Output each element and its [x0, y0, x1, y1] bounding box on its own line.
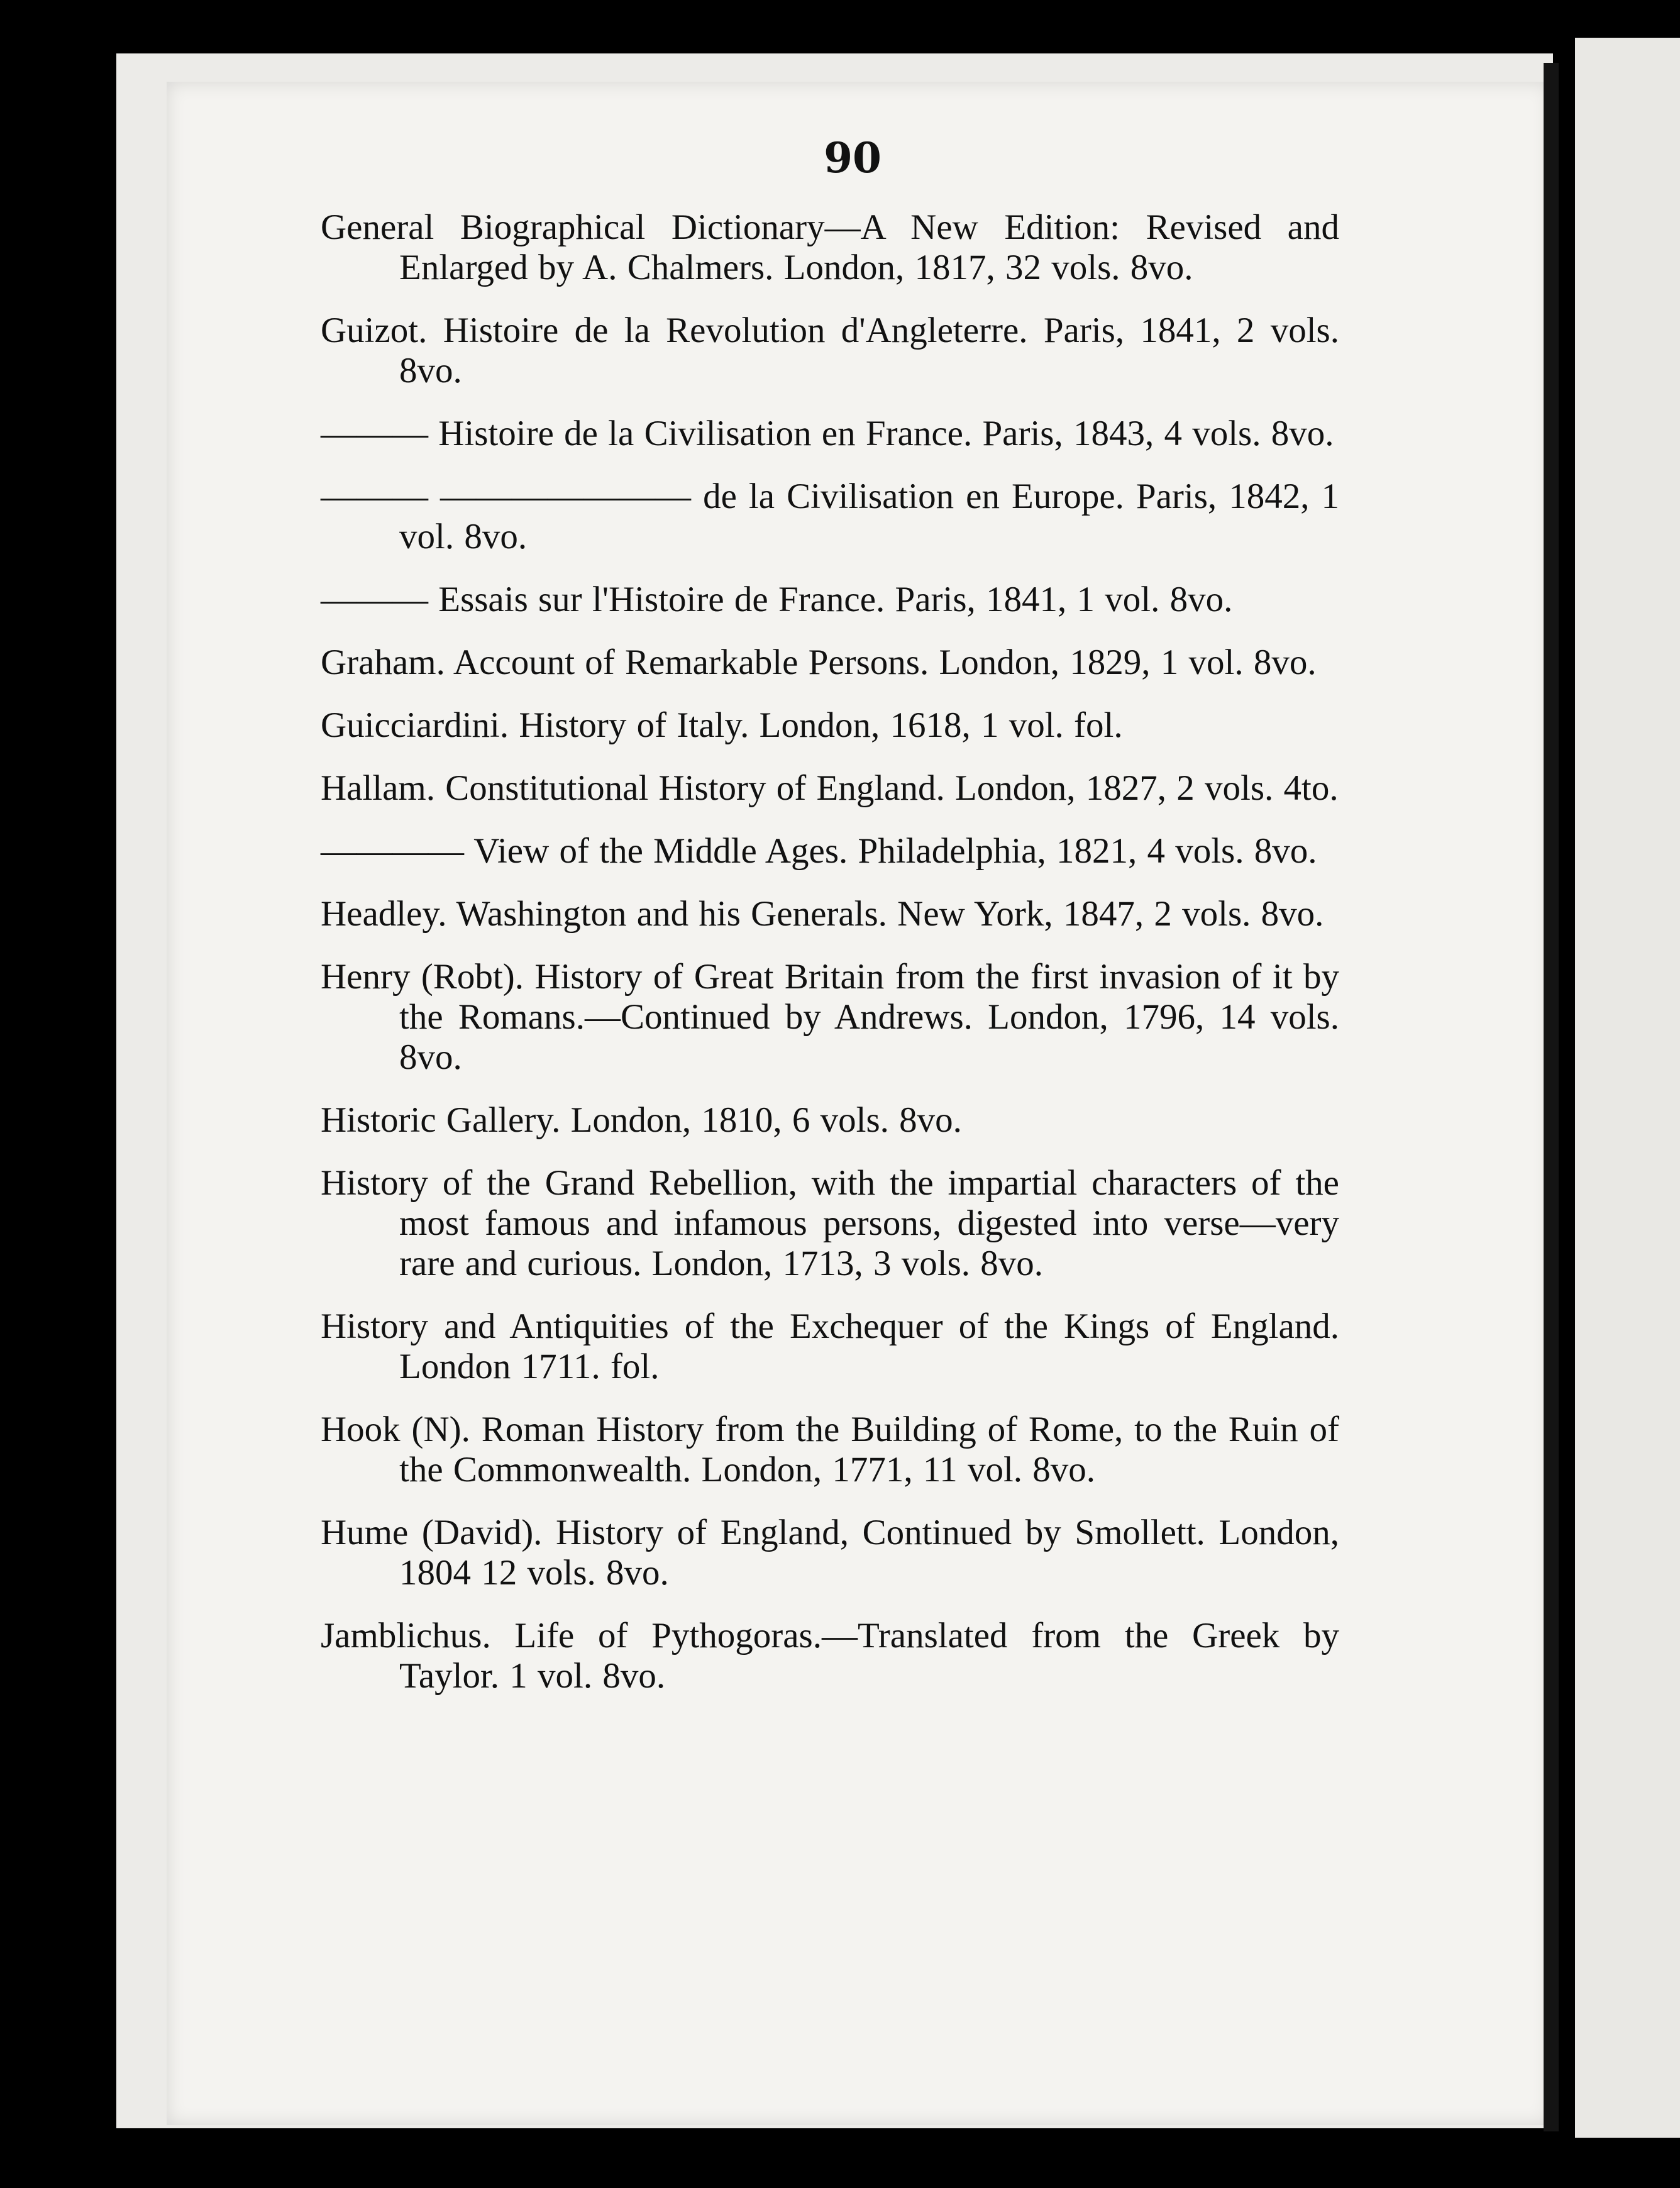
binding-spine [1544, 63, 1559, 2131]
bibliography-entry: ——— Essais sur l'Histoire de France. Paris, 1841, 1 vol. 8vo. [321, 580, 1233, 619]
bibliography-entry: Guicciardini. History of Italy. London, 1618, 1 vol. fol. [321, 705, 1123, 745]
bibliography-entry: Hook (N). Roman History from the Building of Rome, to the Ruin of the Commonwealth. London, 1771, 11 vol. 8vo. [321, 1410, 1339, 1489]
bibliography-entry: Hallam. Constitutional History of England. London, 1827, 2 vols. 4to. [321, 768, 1339, 808]
bibliography-list [321, 207, 1339, 1719]
bibliography-entry: Historic Gallery. London, 1810, 6 vols. 8vo. [321, 1100, 962, 1140]
facing-page-edge [1575, 38, 1680, 2138]
bibliography-entry: Jamblichus. Life of Pythogoras.—Translated from the Greek by Taylor. 1 vol. 8vo. [321, 1616, 1339, 1696]
bibliography-entry: ——— ——————— de la Civilisation en Europe. Paris, 1842, 1 vol. 8vo. [321, 477, 1339, 556]
bibliography-entry: Headley. Washington and his Generals. New York, 1847, 2 vols. 8vo. [321, 894, 1324, 934]
bibliography-entry: Guizot. Histoire de la Revolution d'Angleterre. Paris, 1841, 2 vols. 8vo. [321, 311, 1339, 390]
page-number: 90 [824, 133, 881, 182]
bibliography-entry: History and Antiquities of the Exchequer of the Kings of England. London 1711. fol. [321, 1307, 1339, 1386]
bibliography-entry: Henry (Robt). History of Great Britain from the first invasion of it by the Romans.—Continued by Andrews. London, 1796, 14 vols. 8vo. [321, 957, 1339, 1077]
bibliography-entry: Graham. Account of Remarkable Persons. London, 1829, 1 vol. 8vo. [321, 643, 1317, 682]
bibliography-entry: History of the Grand Rebellion, with the impartial characters of the most famous and infamous persons, digested into verse—very rare and curious. London, 1713, 3 vols. 8vo. [321, 1163, 1339, 1283]
bibliography-entry: General Biographical Dictionary—A New Edition: Revised and Enlarged by A. Chalmers. London, 1817, 32 vols. 8vo. [321, 207, 1339, 287]
bibliography-entry: ——— Histoire de la Civilisation en France. Paris, 1843, 4 vols. 8vo. [321, 414, 1334, 453]
bibliography-entry: Hume (David). History of England, Continued by Smollett. London, 1804 12 vols. 8vo. [321, 1513, 1339, 1593]
bibliography-entry: ———— View of the Middle Ages. Philadelphia, 1821, 4 vols. 8vo. [321, 831, 1317, 871]
